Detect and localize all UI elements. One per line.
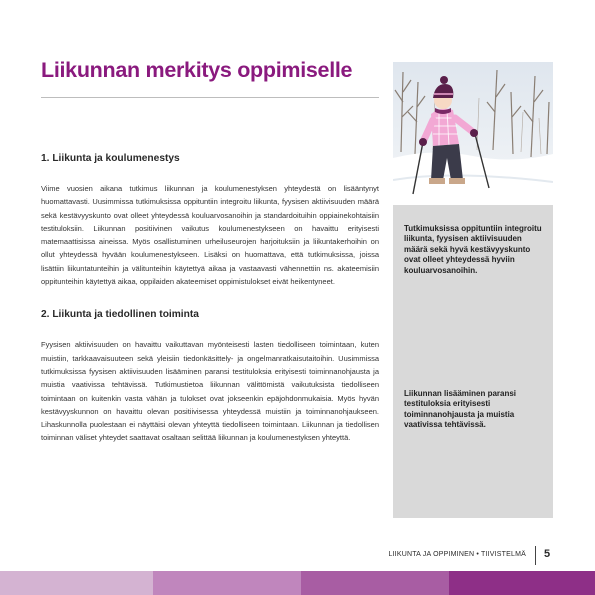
section-2-body: Fyysisen aktiivisuuden on havaittu vaikuttavan myönteisesti lasten tiedolliseen toimintaan, kuten muistiin, tarkkaavaisuuteen sekä yleisiin tiedonkäsittely- ja ongelmanratkaisutaitoihin. Uusimmissa tutkimuksissa fyysisen aktiivisuuden lisääminen paransi testituloksia erityisesti toiminnanohjausta ja muistia vaativissa tehtävissä. Tutkimustietoa liikunnan välittömistä vaikutuksista tiedolliseen toimintaan on kuitenkin vasta vähän ja tulokset ovat jokseenkin epäjohdonmukaisia. Myös hyvän kestävyyskunnon on havaittu olevan positiivisessa yhteydessä muistiin ja toiminnanohjaukseen. Lihaskunnolla puolestaan ei näyttäisi olevan yhteyttä tiedolliseen toimintaan. Liikunnan ja tiedollisen toiminnan väliset yhteydet saattavat osaltaan selittää liikunnan ja koulumenestyksen yhteyttä.	[41, 340, 379, 443]
section-2-heading: 2. Liikunta ja tiedollinen toiminta	[41, 309, 199, 321]
child-skiing-photo	[393, 62, 553, 205]
page-number: 5	[544, 548, 551, 560]
callout-text-1: Tutkimuksissa oppituntiin integroitu liikunta, fyysisen aktiivisuuden määrä sekä hyvä kestävyyskunto ovat olleet yhteydessä hyviin kouluarvosanoihin.	[404, 224, 542, 275]
main-content	[41, 152, 379, 445]
title-divider	[41, 97, 379, 98]
footer-divider	[535, 546, 536, 565]
callout-text-2: Liikunnan lisääminen paransi testituloksia erityisesti toiminnanohjausta ja muistia vaativissa tehtävissä.	[404, 389, 517, 430]
section-1-heading: 1. Liikunta ja koulumenestys	[41, 153, 180, 164]
footer-color-band	[0, 571, 595, 595]
footer-publication-title: LIIKUNTA JA OPPIMINEN • TIIVISTELMÄ	[388, 551, 526, 558]
color-band-segment-3	[301, 571, 449, 595]
color-band-segment-2	[153, 571, 301, 595]
page-title: Liikunnan merkitys oppimiselle	[41, 58, 353, 82]
color-band-segment-4	[449, 571, 595, 595]
section-1-body: Viime vuosien aikana tutkimus liikunnan ja koulumenestyksen yhteydestä on lisääntynyt huomattavasti. Uusimmissa tutkimuksissa oppituntiin integroitu liikunta, fyysisen aktiivisuuden määrä sekä kestävyyskunto ovat olleet yhteydessä kouluarvosanoihin ja standardoituihin oppiainekohtaisiin testituloksiin. Liikunnan positiivinen vaikutus koulumenestykseen on havaittu erityisesti matemaattisissa aineissa. Myös osallistuminen urheiluseurojen harjoituksiin ja liikuntakerhoihin on ollut yhteydessä hyvään koulumenestykseen. Lisäksi on huomattava, että tutkimuksissa, joissa lisättiin liikuntatunteihin ja välitunteihin käytettyä aikaa ja vastaavasti vähennettiin ns. akateemisiin oppitunteihin käytettyä aikaa, oppilaiden akateemiset oppimistulokset eivät heikentyneet.	[41, 184, 379, 287]
sidebar-panel	[393, 62, 553, 518]
color-band-segment-1	[0, 571, 153, 595]
